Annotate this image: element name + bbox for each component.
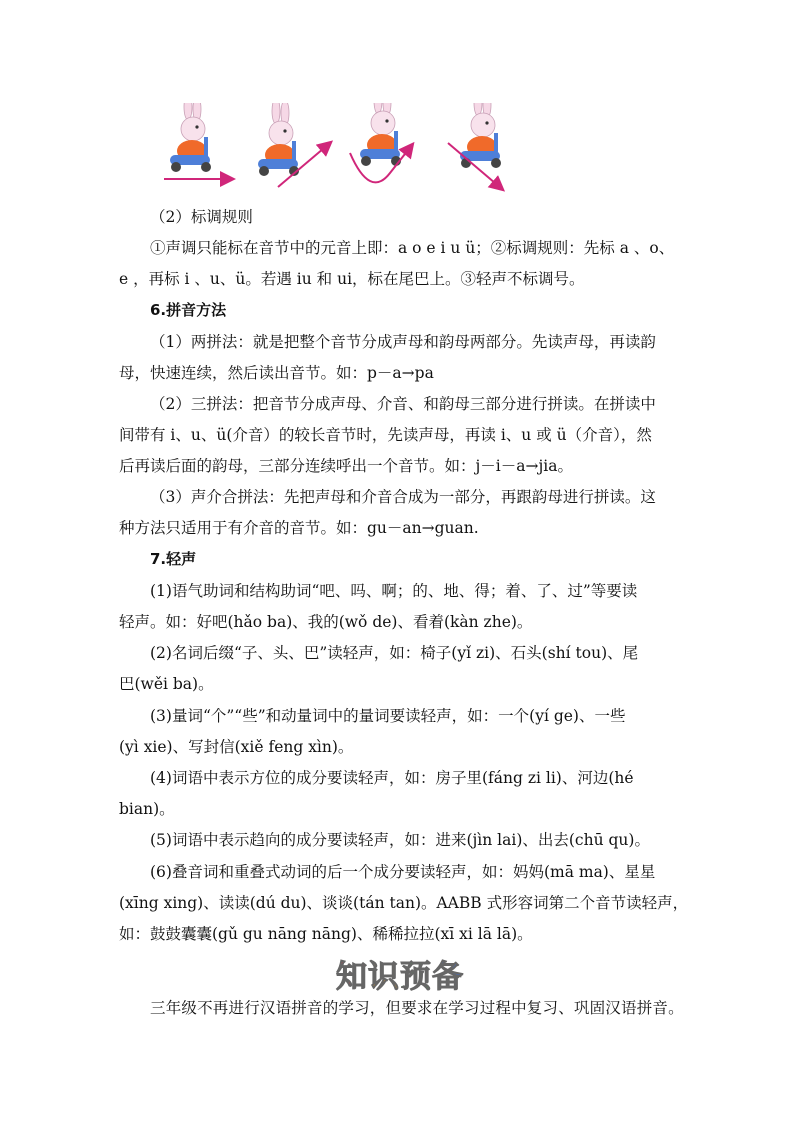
tone-illustration [160, 103, 520, 195]
paragraph-line: (4)词语中表示方位的成分要读轻声，如：房子里(fáng zi li)、河边(hé [150, 769, 634, 787]
paragraph-line: （1）两拼法：就是把整个音节分成声母和韵母两部分。先读声母，再读韵 [150, 333, 656, 351]
paragraph-line: (yì xie)、写封信(xiě feng xìn)。 [119, 738, 354, 756]
paragraph-line: (1)语气助词和结构助词“吧、吗、啊；的、地、得；着、了、过”等要读 [150, 582, 638, 600]
paragraph-line: (2)名词后缀“子、头、巴”读轻声，如：椅子(yǐ zi)、石头(shí tou)、尾 [150, 644, 639, 662]
closing-line: 三年级不再进行汉语拼音的学习，但要求在学习过程中复习、巩固汉语拼音。 [150, 999, 684, 1017]
section-title-7: 7.轻声 [150, 550, 197, 568]
paragraph-line: ①声调只能标在音节中的元音上即：a o e i u ü；②标调规则：先标 a 、o、 [150, 239, 675, 257]
rabbit-scooter-2 [258, 103, 299, 176]
paragraph-line: （2）三拼法：把音节分成声母、介音、和韵母三部分进行拼读。在拼读中 [150, 395, 656, 413]
wordart-char: 知 [336, 959, 368, 995]
paragraph-line: e ，再标 i 、u、ü。若遇 iu 和 ui，标在尾巴上。③轻声不标调号。 [119, 270, 585, 288]
knowledge-preparation-wordart [300, 951, 500, 993]
paragraph-line: (6)叠音词和重叠式动词的后一个成分要读轻声，如：妈妈(mā ma)、星星 [150, 863, 656, 881]
paragraph-line: 间带有 i、u、ü(介音）的较长音节时，先读声母，再读 i、u 或 ü（介音），然 [119, 426, 652, 444]
paragraph-line: bian)。 [119, 800, 175, 818]
paragraph-line: 种方法只适用于有介音的音节。如：gu－an→guan. [119, 519, 479, 537]
paragraph-line: (3)量词“个”“些”和动量词中的量词要读轻声，如：一个(yí ge)、一些 [150, 707, 626, 725]
wordart-char: 预 [400, 959, 432, 995]
paragraph-line: （3）声介合拼法：先把声母和介音合成为一部分，再跟韵母进行拼读。这 [150, 488, 656, 506]
paragraph-line: 轻声。如：好吧(hǎo ba)、我的(wǒ de)、看着(kàn zhe)。 [119, 613, 533, 631]
paragraph-line: 如：鼓鼓囊囊(gǔ gu nāng nāng)、稀稀拉拉(xī xi lā lā)。 [119, 925, 533, 943]
wordart-char: 识 [368, 959, 400, 995]
paragraph-line: 巴(wěi ba)。 [119, 675, 214, 693]
section-title-6: 6.拼音方法 [150, 301, 227, 319]
rabbit-scooter-1 [170, 103, 211, 172]
paragraph-line: 后再读后面的韵母，三部分连续呼出一个音节。如：j－i－a→jia。 [119, 457, 573, 475]
paragraph-line: (5)词语中表示趋向的成分要读轻声，如：进来(jìn lai)、出去(chū qu)。 [150, 831, 650, 849]
rabbit-scooter-3 [360, 103, 401, 166]
paragraph-line: (xīng xing)、读读(dú du)、谈谈(tán tan)。AABB 式形容词第二个音节读轻声， [119, 894, 689, 912]
paragraph-line: 母，快速连续，然后读出音节。如：p－a→pa [119, 364, 434, 382]
wordart-char: 备 [432, 959, 464, 995]
tone-rule-heading: （2）标调规则 [150, 208, 253, 226]
